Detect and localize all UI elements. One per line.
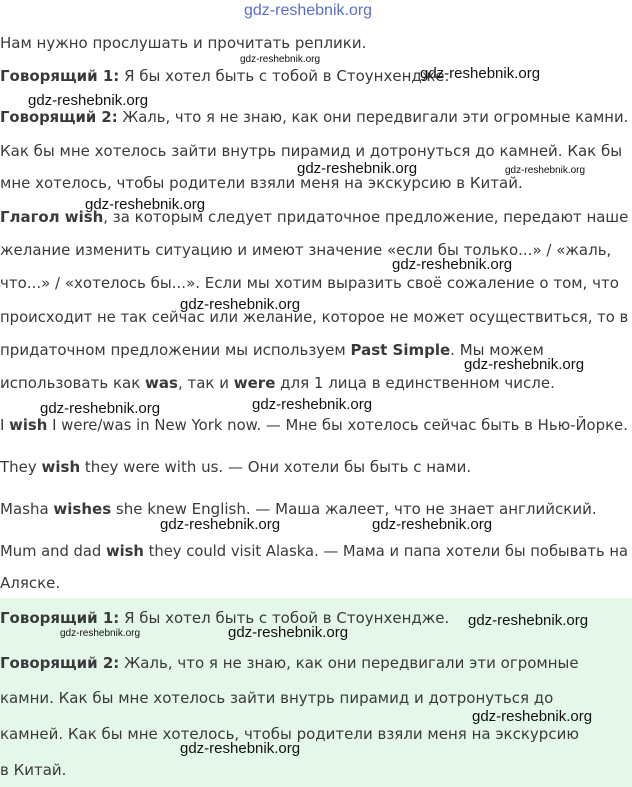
example3-a: Masha — [0, 500, 54, 518]
rule-line5-b: . Мы можем — [450, 341, 544, 359]
example-line3 — [0, 499, 597, 519]
speaker1-text: Я бы хотел быть с тобой в Стоунхендже. — [119, 67, 450, 85]
rule-line6-a: использовать как — [0, 374, 146, 392]
watermark: gdz-reshebnik.org — [505, 165, 586, 176]
wish-bold: wish — [41, 458, 81, 476]
answer-speaker1-text: Я бы хотел быть с тобой в Стоунхендже. — [119, 609, 450, 627]
example-line4-cont: Аляске. — [0, 574, 61, 592]
answer-line2: камни. Как бы мне хотелось зайти внутрь пирамид и дотронуться до — [0, 689, 554, 707]
paragraph2-line1: Как бы мне хотелось зайти внутрь пирамид и дотронуться до камней. Как бы — [0, 142, 623, 160]
speaker2-label: Говорящий 2: — [0, 108, 118, 126]
rule-line6-c: для 1 лица в единственном числе. — [275, 374, 555, 392]
example2-a: They — [0, 458, 42, 476]
watermark: gdz-reshebnik.org — [180, 296, 301, 313]
wishes-bold: wishes — [53, 500, 112, 518]
watermark: gdz-reshebnik.org — [472, 708, 593, 725]
speaker1-line — [0, 66, 449, 86]
rule-line5 — [0, 340, 544, 360]
paragraph2-line2: мне хотелось, чтобы родители взяли меня на экскурсию в Китай. — [0, 174, 523, 192]
rule-line2: желание изменить ситуацию и имеют значение «если бы только...» / «жаль, — [0, 241, 612, 259]
example1-b: I were/was in New York now. — Мне бы хотелось сейчас быть в Нью-Йорке. — [47, 416, 628, 434]
rule-line4: происходит не так сейчас или желание, которое не может осуществиться, то в — [0, 308, 629, 326]
answer-speaker2-line — [0, 653, 579, 673]
were-bold: were — [233, 374, 276, 392]
watermark: gdz-reshebnik.org — [40, 400, 161, 417]
example-line1 — [0, 415, 628, 435]
example2-b: they were with us. — Они хотели бы быть с нами. — [80, 458, 472, 476]
watermark: gdz-reshebnik.org — [392, 256, 513, 273]
speaker2-text: Жаль, что я не знаю, как они передвигали эти огромные камни. — [117, 108, 629, 126]
rule-bold: Глагол wish — [0, 208, 104, 226]
watermark: gdz-reshebnik.org — [240, 54, 321, 65]
rule-line1-rest: , за которым следует придаточное предложение, передают наше — [103, 208, 629, 226]
wish-bold: wish — [105, 542, 144, 560]
header-watermark: gdz-reshebnik.org — [244, 2, 373, 19]
watermark: gdz-reshebnik.org — [464, 356, 585, 373]
example4-b: they could visit Alaska. — Мама и папа хотели бы побывать на — [143, 542, 629, 560]
example3-b: she knew English. — Маша жалеет, что не знает английский. — [111, 500, 597, 518]
watermark: gdz-reshebnik.org — [297, 160, 418, 177]
watermark: gdz-reshebnik.org — [420, 65, 541, 82]
example1-a: I — [0, 416, 10, 434]
watermark: gdz-reshebnik.org — [228, 624, 349, 641]
rule-line5-a: придаточном предложении мы используем — [0, 341, 351, 359]
answer-speaker1-line — [0, 608, 449, 628]
speaker2-line — [0, 107, 628, 127]
past-simple-bold: Past Simple — [350, 341, 451, 359]
rule-line3: что...» / «хотелось бы...». Если мы хотим выразить своё сожаление о том, что — [0, 274, 619, 292]
watermark: gdz-reshebnik.org — [60, 628, 141, 639]
rule-line6-b: , так и — [177, 374, 234, 392]
example-line4 — [0, 541, 628, 561]
example-line2 — [0, 457, 471, 477]
watermark: gdz-reshebnik.org — [85, 196, 206, 213]
watermark: gdz-reshebnik.org — [372, 516, 493, 533]
watermark: gdz-reshebnik.org — [252, 396, 373, 413]
watermark: gdz-reshebnik.org — [180, 740, 301, 757]
watermark: gdz-reshebnik.org — [160, 516, 281, 533]
rule-line6 — [0, 373, 555, 393]
answer-line1: Жаль, что я не знаю, как они передвигали эти огромные — [119, 654, 579, 672]
answer-speaker2-label: Говорящий 2: — [0, 654, 120, 672]
wish-bold: wish — [9, 416, 48, 434]
answer-line3: камней. Как бы мне хотелось, чтобы родители взяли меня на экскурсию — [0, 725, 579, 743]
answer-line4: в Китай. — [0, 761, 67, 779]
watermark: gdz-reshebnik.org — [468, 612, 589, 629]
example4-a: Mum and dad — [0, 542, 106, 560]
watermark: gdz-reshebnik.org — [28, 92, 149, 109]
was-bold: was — [145, 374, 178, 392]
answer-speaker1-label: Говорящий 1: — [0, 609, 120, 627]
intro-line: Нам нужно прослушать и прочитать реплики. — [0, 34, 367, 52]
speaker1-label: Говорящий 1: — [0, 67, 120, 85]
